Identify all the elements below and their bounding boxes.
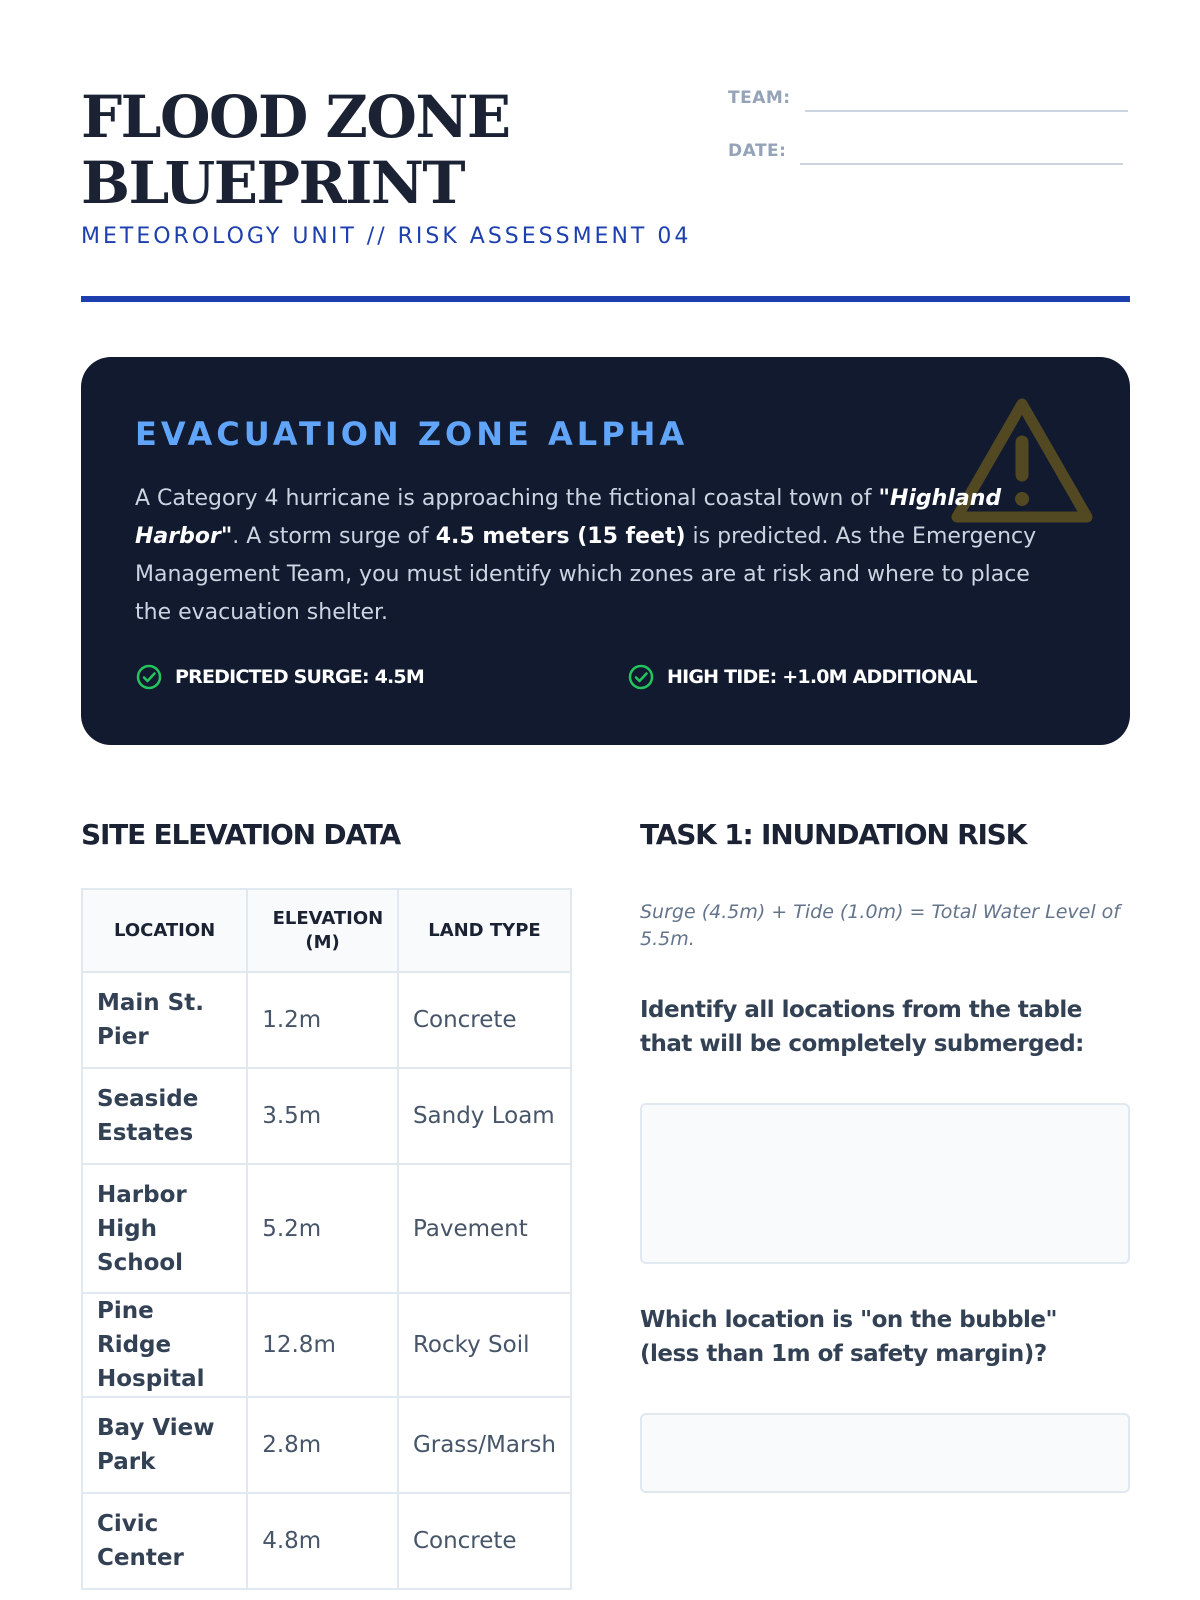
- elevation-table: [81, 888, 572, 1590]
- table-row: [82, 972, 571, 1068]
- cell-land-type: Concrete: [398, 972, 571, 1068]
- cell-elevation: 1.2m: [247, 972, 398, 1068]
- cell-land-type: Sandy Loam: [398, 1068, 571, 1164]
- alert-description: A Category 4 hurricane is approaching the fictional coastal town of "Highland Harbor". A storm surge of 4.5 meters (15 feet) is predicted. As the Emergency Management Team, you must identify which zones are at risk and where to place the evacuation shelter.: [135, 486, 1037, 625]
- team-input-line[interactable]: [805, 110, 1128, 112]
- cell-land-type: Pavement: [398, 1164, 571, 1293]
- cell-location: Civic Center: [82, 1493, 247, 1589]
- table-row: [82, 1068, 571, 1164]
- table-row: [82, 1493, 571, 1589]
- column-header-location: LOCATION: [82, 889, 247, 972]
- cell-location: Seaside Estates: [82, 1068, 247, 1164]
- elevation-heading: SITE ELEVATION DATA: [81, 818, 400, 851]
- cell-land-type: Rocky Soil: [398, 1293, 571, 1397]
- cell-land-type: Grass/Marsh: [398, 1397, 571, 1493]
- cell-elevation: 12.8m: [247, 1293, 398, 1397]
- stat-label: HIGH TIDE: +1.0M ADDITIONAL: [667, 666, 977, 688]
- page-subtitle: METEOROLOGY UNIT // RISK ASSESSMENT 04: [81, 224, 692, 249]
- table-header-row: [82, 889, 571, 972]
- check-circle-icon: [627, 663, 655, 691]
- stat-predicted-surge: [135, 663, 424, 691]
- answer-box-on-the-bubble[interactable]: [640, 1413, 1130, 1493]
- column-header-elevation: ELEVATION (M): [247, 889, 398, 972]
- column-header-land-type: LAND TYPE: [398, 889, 571, 972]
- task1-heading: TASK 1: INUNDATION RISK: [640, 818, 1027, 851]
- question-submerged: Identify all locations from the table that will be completely submerged:: [640, 997, 1084, 1057]
- date-field[interactable]: [728, 141, 1123, 161]
- cell-location: Bay View Park: [82, 1397, 247, 1493]
- cell-elevation: 4.8m: [247, 1493, 398, 1589]
- cell-location: Main St. Pier: [82, 972, 247, 1068]
- town-name: "Highland Harbor": [135, 486, 1002, 549]
- question-on-the-bubble: Which location is "on the bubble" (less than 1m of safety margin)?: [640, 1307, 1057, 1367]
- title-line-2: BLUEPRINT: [81, 149, 465, 217]
- team-label: TEAM:: [728, 88, 791, 108]
- team-field[interactable]: [728, 88, 1128, 108]
- answer-box-submerged[interactable]: [640, 1103, 1130, 1264]
- cell-elevation: 2.8m: [247, 1397, 398, 1493]
- stat-label: PREDICTED SURGE: 4.5M: [175, 666, 424, 688]
- table-row: [82, 1164, 571, 1293]
- check-circle-icon: [135, 663, 163, 691]
- cell-location: Harbor High School: [82, 1164, 247, 1293]
- surge-amount: 4.5 meters (15 feet): [435, 524, 686, 549]
- cell-land-type: Concrete: [398, 1493, 571, 1589]
- header-divider: [81, 296, 1130, 302]
- water-level-formula: Surge (4.5m) + Tide (1.0m) = Total Water Level of 5.5m.: [640, 901, 1120, 950]
- page-title: [81, 84, 510, 216]
- stat-high-tide: [627, 663, 977, 691]
- table-row: [82, 1397, 571, 1493]
- title-line-1: FLOOD ZONE: [81, 83, 510, 151]
- evacuation-alert-card: [81, 357, 1130, 745]
- cell-location: Pine Ridge Hospital: [82, 1293, 247, 1397]
- cell-elevation: 3.5m: [247, 1068, 398, 1164]
- cell-elevation: 5.2m: [247, 1164, 398, 1293]
- date-label: DATE:: [728, 141, 787, 161]
- table-row: [82, 1293, 571, 1397]
- alert-heading: EVACUATION ZONE ALPHA: [135, 415, 689, 453]
- date-input-line[interactable]: [800, 163, 1123, 165]
